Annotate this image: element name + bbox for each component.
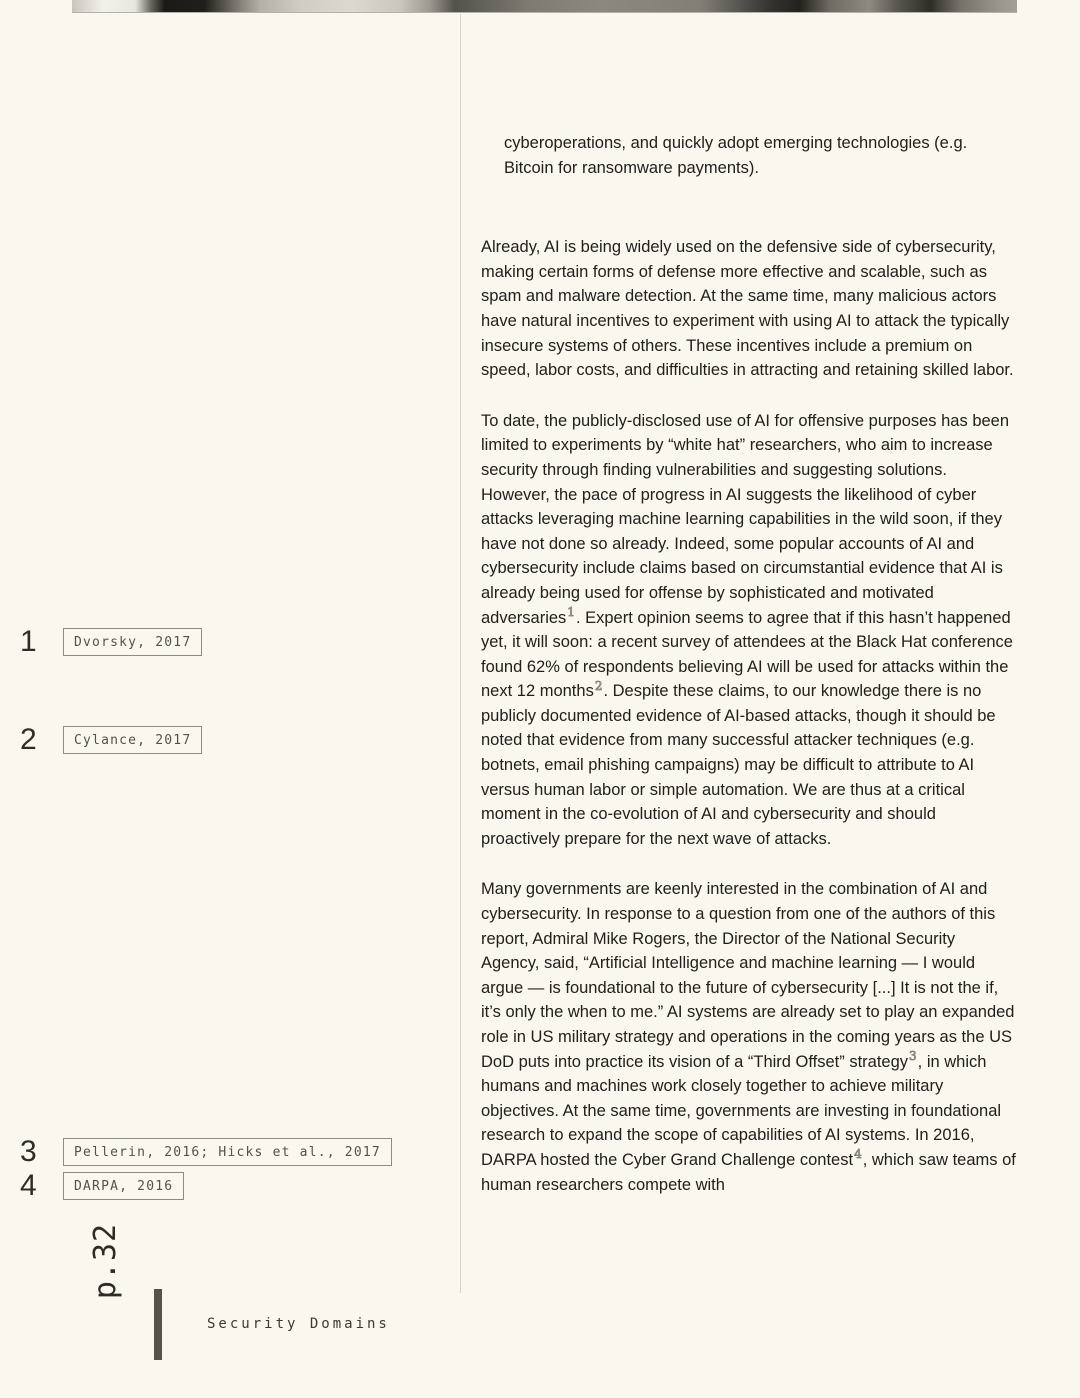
paragraph-governments-seg1: Many governments are keenly interested in the combination of AI and cybersecurity. In response to a question from one of the authors of this report, Admiral Mike Rogers, the Director of the National Security Agency, said, “Artificial Intelligence and machine learning — I would argue — is foundational to the future of cybersecurity [...] It is not the if, it’s only the when to me.” AI systems are already set to play an expanded role in US military strategy and operations in the coming years as the US DoD puts into practice its vision of a “Third Offset” strategy bbox=[481, 880, 1015, 1071]
paragraph-offense-seg2: . Expert opinion seems to agree that if this hasn’t happened yet, it will soon: a recent survey of attendees at the Black Hat conference found 62% of respondents believing AI will be used for attacks within the next 12 months bbox=[481, 608, 1013, 701]
list-continuation-text: cyberoperations, and quickly adopt emerging technologies (e.g. Bitcoin for ransomware payments). bbox=[504, 134, 968, 177]
header-photo-strip bbox=[72, 0, 1017, 13]
citation-box-1: Dvorsky, 2017 bbox=[63, 628, 202, 656]
footnote-number-1: 1 bbox=[20, 625, 37, 658]
paragraph-governments-seg2: , in which humans and machines work closely together to achieve military objectives. At the same time, governments are investing in foundational research to expand the scope of capabilities of AI systems. In 2016, DARPA hosted the Cyber Grand Challenge contest bbox=[481, 1052, 1002, 1169]
footnote-ref-4: 4 bbox=[854, 1147, 862, 1162]
body-column bbox=[481, 131, 1017, 1223]
citation-box-2: Cylance, 2017 bbox=[63, 726, 202, 754]
paragraph-offense-seg1: To date, the publicly-disclosed use of AI for offensive purposes has been limited to experiments by “white hat” researchers, who aim to increase security through finding vulnerabilities and suggesting solutions. However, the pace of progress in AI suggests the likelihood of cyber attacks leveraging machine learning capabilities in the wild soon, if they have not done so already. Indeed, some popular accounts of AI and cybersecurity include claims based on circumstantial evidence that AI is already being used for offense by sophisticated and motivated adversaries bbox=[481, 411, 1010, 627]
footnote-number-2: 2 bbox=[20, 723, 37, 756]
citation-box-4: DARPA, 2016 bbox=[63, 1172, 184, 1200]
footer-rule bbox=[154, 1289, 162, 1360]
paragraph-offense bbox=[481, 409, 1017, 852]
citation-box-3: Pellerin, 2016; Hicks et al., 2017 bbox=[63, 1138, 392, 1166]
column-divider-line bbox=[460, 14, 461, 1293]
paragraph-governments bbox=[481, 877, 1017, 1197]
footnote-number-3: 3 bbox=[20, 1135, 37, 1168]
footnote-number-4: 4 bbox=[20, 1169, 37, 1202]
section-label: Security Domains bbox=[207, 1316, 390, 1332]
footnote-ref-1: 1 bbox=[567, 605, 575, 619]
paragraph-defense: Already, AI is being widely used on the defensive side of cybersecurity, making certain forms of defense more effective and scalable, such as spam and malware detection. At the same time, many malicious actors have natural incentives to experiment with using AI to attack the typically insecure systems of others. These incentives include a premium on speed, labor costs, and difficulties in attracting and retaining skilled labor. bbox=[481, 238, 1014, 380]
paragraph-offense-seg3: . Despite these claims, to our knowledge there is no publicly documented evidence of AI-based attacks, though it should be noted that evidence from many successful attacker techniques (e.g. botnets, email phishing campaigns) may be difficult to attribute to AI versus human labor or simple automation. We are thus at a critical moment in the co-evolution of AI and cybersecurity and should proactively prepare for the next wave of attacks. bbox=[481, 682, 996, 848]
page-number: p.32 bbox=[88, 1222, 123, 1300]
footnote-ref-3: 3 bbox=[909, 1049, 917, 1064]
footnote-ref-2: 2 bbox=[594, 678, 603, 693]
paragraph-governments-seg3: , which saw teams of human researchers compete with bbox=[481, 1150, 1016, 1194]
